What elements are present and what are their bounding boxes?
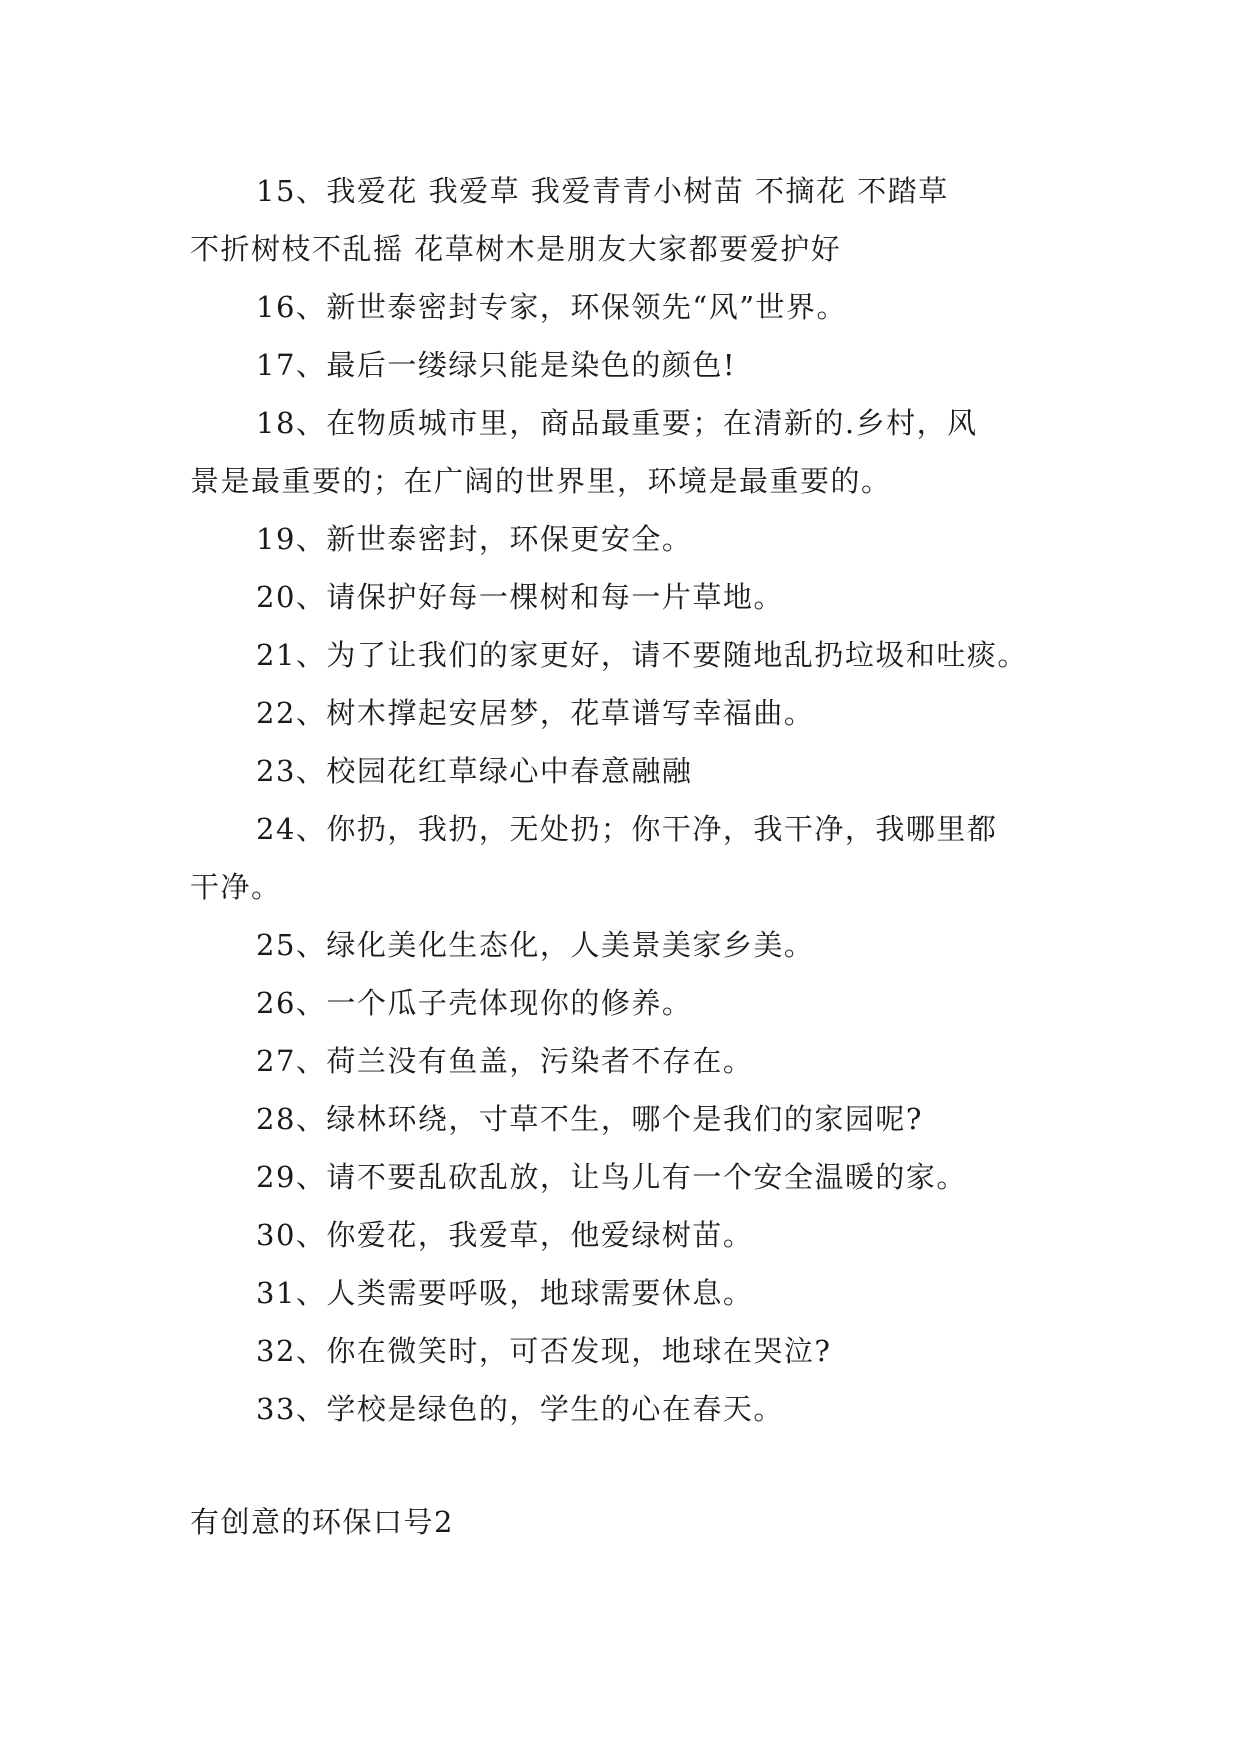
slogan-line: 16、新世泰密封专家，环保领先“风”世界。 bbox=[256, 290, 848, 324]
slogan-line: 不折树枝不乱摇 花草树木是朋友大家都要爱护好 bbox=[190, 232, 842, 266]
slogan-line: 19、新世泰密封，环保更安全。 bbox=[256, 522, 693, 556]
slogan-line: 20、请保护好每一棵树和每一片草地。 bbox=[256, 580, 784, 614]
slogan-item-31 bbox=[190, 1264, 1050, 1322]
slogan-line: 26、一个瓜子壳体现你的修养。 bbox=[256, 986, 693, 1020]
section-heading: 有创意的环保口号2 bbox=[190, 1505, 454, 1539]
slogan-line: 32、你在微笑时，可否发现，地球在哭泣? bbox=[256, 1334, 832, 1368]
slogan-line: 27、荷兰没有鱼盖，污染者不存在。 bbox=[256, 1044, 754, 1078]
slogan-item-16 bbox=[190, 278, 1050, 336]
slogan-item-24 bbox=[190, 800, 1050, 916]
slogan-line: 29、请不要乱砍乱放，让鸟儿有一个安全温暖的家。 bbox=[256, 1160, 967, 1194]
slogan-item-32 bbox=[190, 1322, 1050, 1380]
slogan-line: 21、为了让我们的家更好，请不要随地乱扔垃圾和吐痰。 bbox=[256, 638, 1028, 672]
slogan-line: 18、在物质城市里，商品最重要；在清新的.乡村，风 bbox=[256, 406, 978, 440]
slogan-item-19 bbox=[190, 510, 1050, 568]
slogan-item-25 bbox=[190, 916, 1050, 974]
slogan-line: 25、绿化美化生态化，人美景美家乡美。 bbox=[256, 928, 815, 962]
slogan-line: 23、校园花红草绿心中春意融融 bbox=[256, 754, 693, 788]
slogan-item-23 bbox=[190, 742, 1050, 800]
slogan-item-30 bbox=[190, 1206, 1050, 1264]
slogan-item-17 bbox=[190, 336, 1050, 394]
slogan-line: 28、绿林环绕，寸草不生，哪个是我们的家园呢? bbox=[256, 1102, 923, 1136]
slogan-item-18 bbox=[190, 394, 1050, 510]
slogan-line: 15、我爱花 我爱草 我爱青青小树苗 不摘花 不踏草 bbox=[256, 174, 949, 208]
slogan-line: 24、你扔，我扔，无处扔；你干净，我干净，我哪里都 bbox=[256, 812, 998, 846]
slogan-item-20 bbox=[190, 568, 1050, 626]
slogan-item-15 bbox=[190, 162, 1050, 278]
slogan-line: 22、树木撑起安居梦，花草谱写幸福曲。 bbox=[256, 696, 815, 730]
slogan-list bbox=[190, 162, 1050, 1438]
slogan-line: 30、你爱花，我爱草，他爱绿树苗。 bbox=[256, 1218, 754, 1252]
slogan-item-28 bbox=[190, 1090, 1050, 1148]
slogan-item-27 bbox=[190, 1032, 1050, 1090]
slogan-item-29 bbox=[190, 1148, 1050, 1206]
slogan-line: 景是最重要的；在广阔的世界里，环境是最重要的。 bbox=[190, 464, 892, 498]
slogan-item-33 bbox=[190, 1380, 1050, 1438]
slogan-item-21 bbox=[190, 626, 1050, 684]
slogan-line: 17、最后一缕绿只能是染色的颜色! bbox=[256, 348, 737, 382]
slogan-item-22 bbox=[190, 684, 1050, 742]
slogan-line: 干净。 bbox=[190, 870, 282, 904]
slogan-item-26 bbox=[190, 974, 1050, 1032]
slogan-line: 31、人类需要呼吸，地球需要休息。 bbox=[256, 1276, 754, 1310]
slogan-line: 33、学校是绿色的，学生的心在春天。 bbox=[256, 1392, 784, 1426]
